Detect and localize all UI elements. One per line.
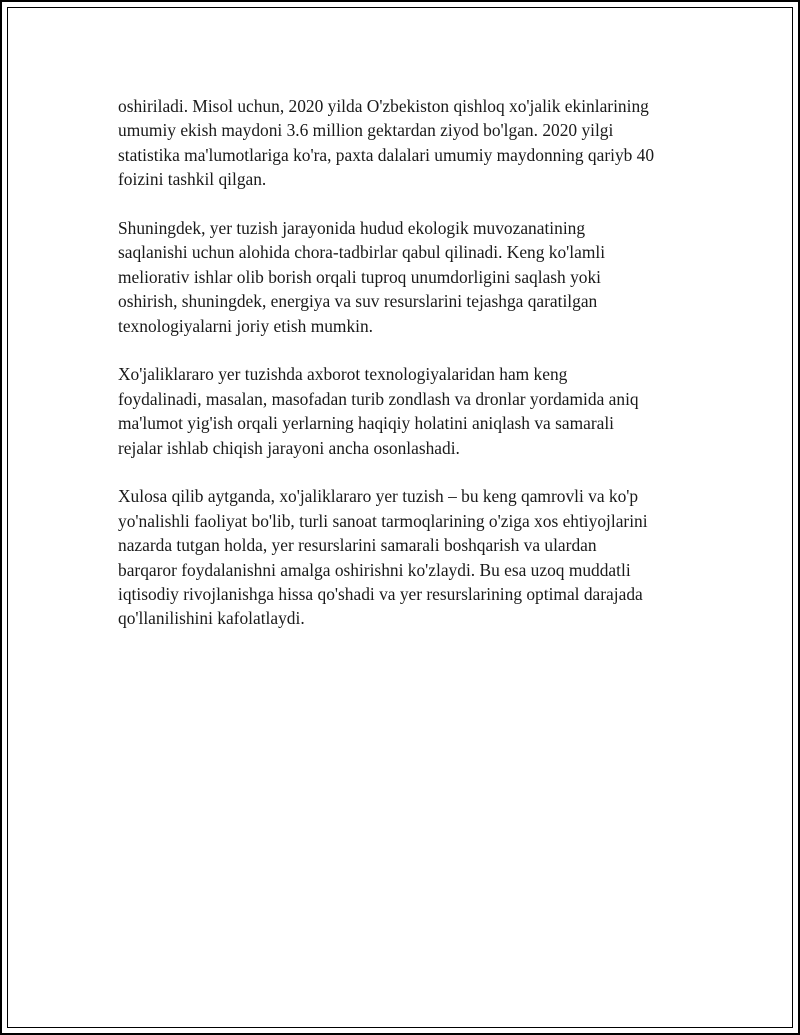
- paragraph-information-technologies: Xo'jaliklararo yer tuzishda axborot texnologiyalaridan ham keng foydalinadi, masalan, masofadan turib zondlash va dronlar yordamida aniq ma'lumot yig'ish orqali yerlarning haqiqiy holatini aniqlash va samarali rejalar ishlab chiqish jarayoni ancha osonlashadi.: [118, 364, 639, 458]
- paragraph-land-area-statistics: oshiriladi. Misol uchun, 2020 yilda O'zbekiston qishloq xo'jalik ekinlarining umumiy ekish maydoni 3.6 million gektardan ziyod bo'lgan. 2020 yilgi statistika ma'lumotlariga ko'ra, paxta dalalari umumiy maydonning qariyb 40 foizini tashkil qilgan.: [118, 96, 655, 190]
- paragraph-ecological-balance: Shuningdek, yer tuzish jarayonida hudud ekologik muvozanatining saqlanishi uchun alohida chora-tadbirlar qabul qilinadi. Keng ko'lamli meliorativ ishlar olib borish orqali tuproq unumdorligini saqlash yoki oshirish, shuningdek, energiya va suv resurslarini tejashga qaratilgan texnologiyalarni joriy etish mumkin.: [118, 218, 606, 336]
- paragraph-conclusion: Xulosa qilib aytganda, xo'jaliklararo yer tuzish – bu keng qamrovli va ko'p yo'nalishli faoliyat bo'lib, turli sanoat tarmoqlarining o'ziga xos ehtiyojlarini nazarda tutgan holda, yer resurslarini samarali boshqarish va ulardan barqaror foydalanishni amalga oshirishni ko'zlaydi. Bu esa uzoq muddatli iqtisodiy rivojlanishga hissa qo'shadi va yer resurslarining optimal darajada qo'llanilishini kafolatlaydi.: [118, 486, 648, 629]
- document-body: [118, 94, 692, 655]
